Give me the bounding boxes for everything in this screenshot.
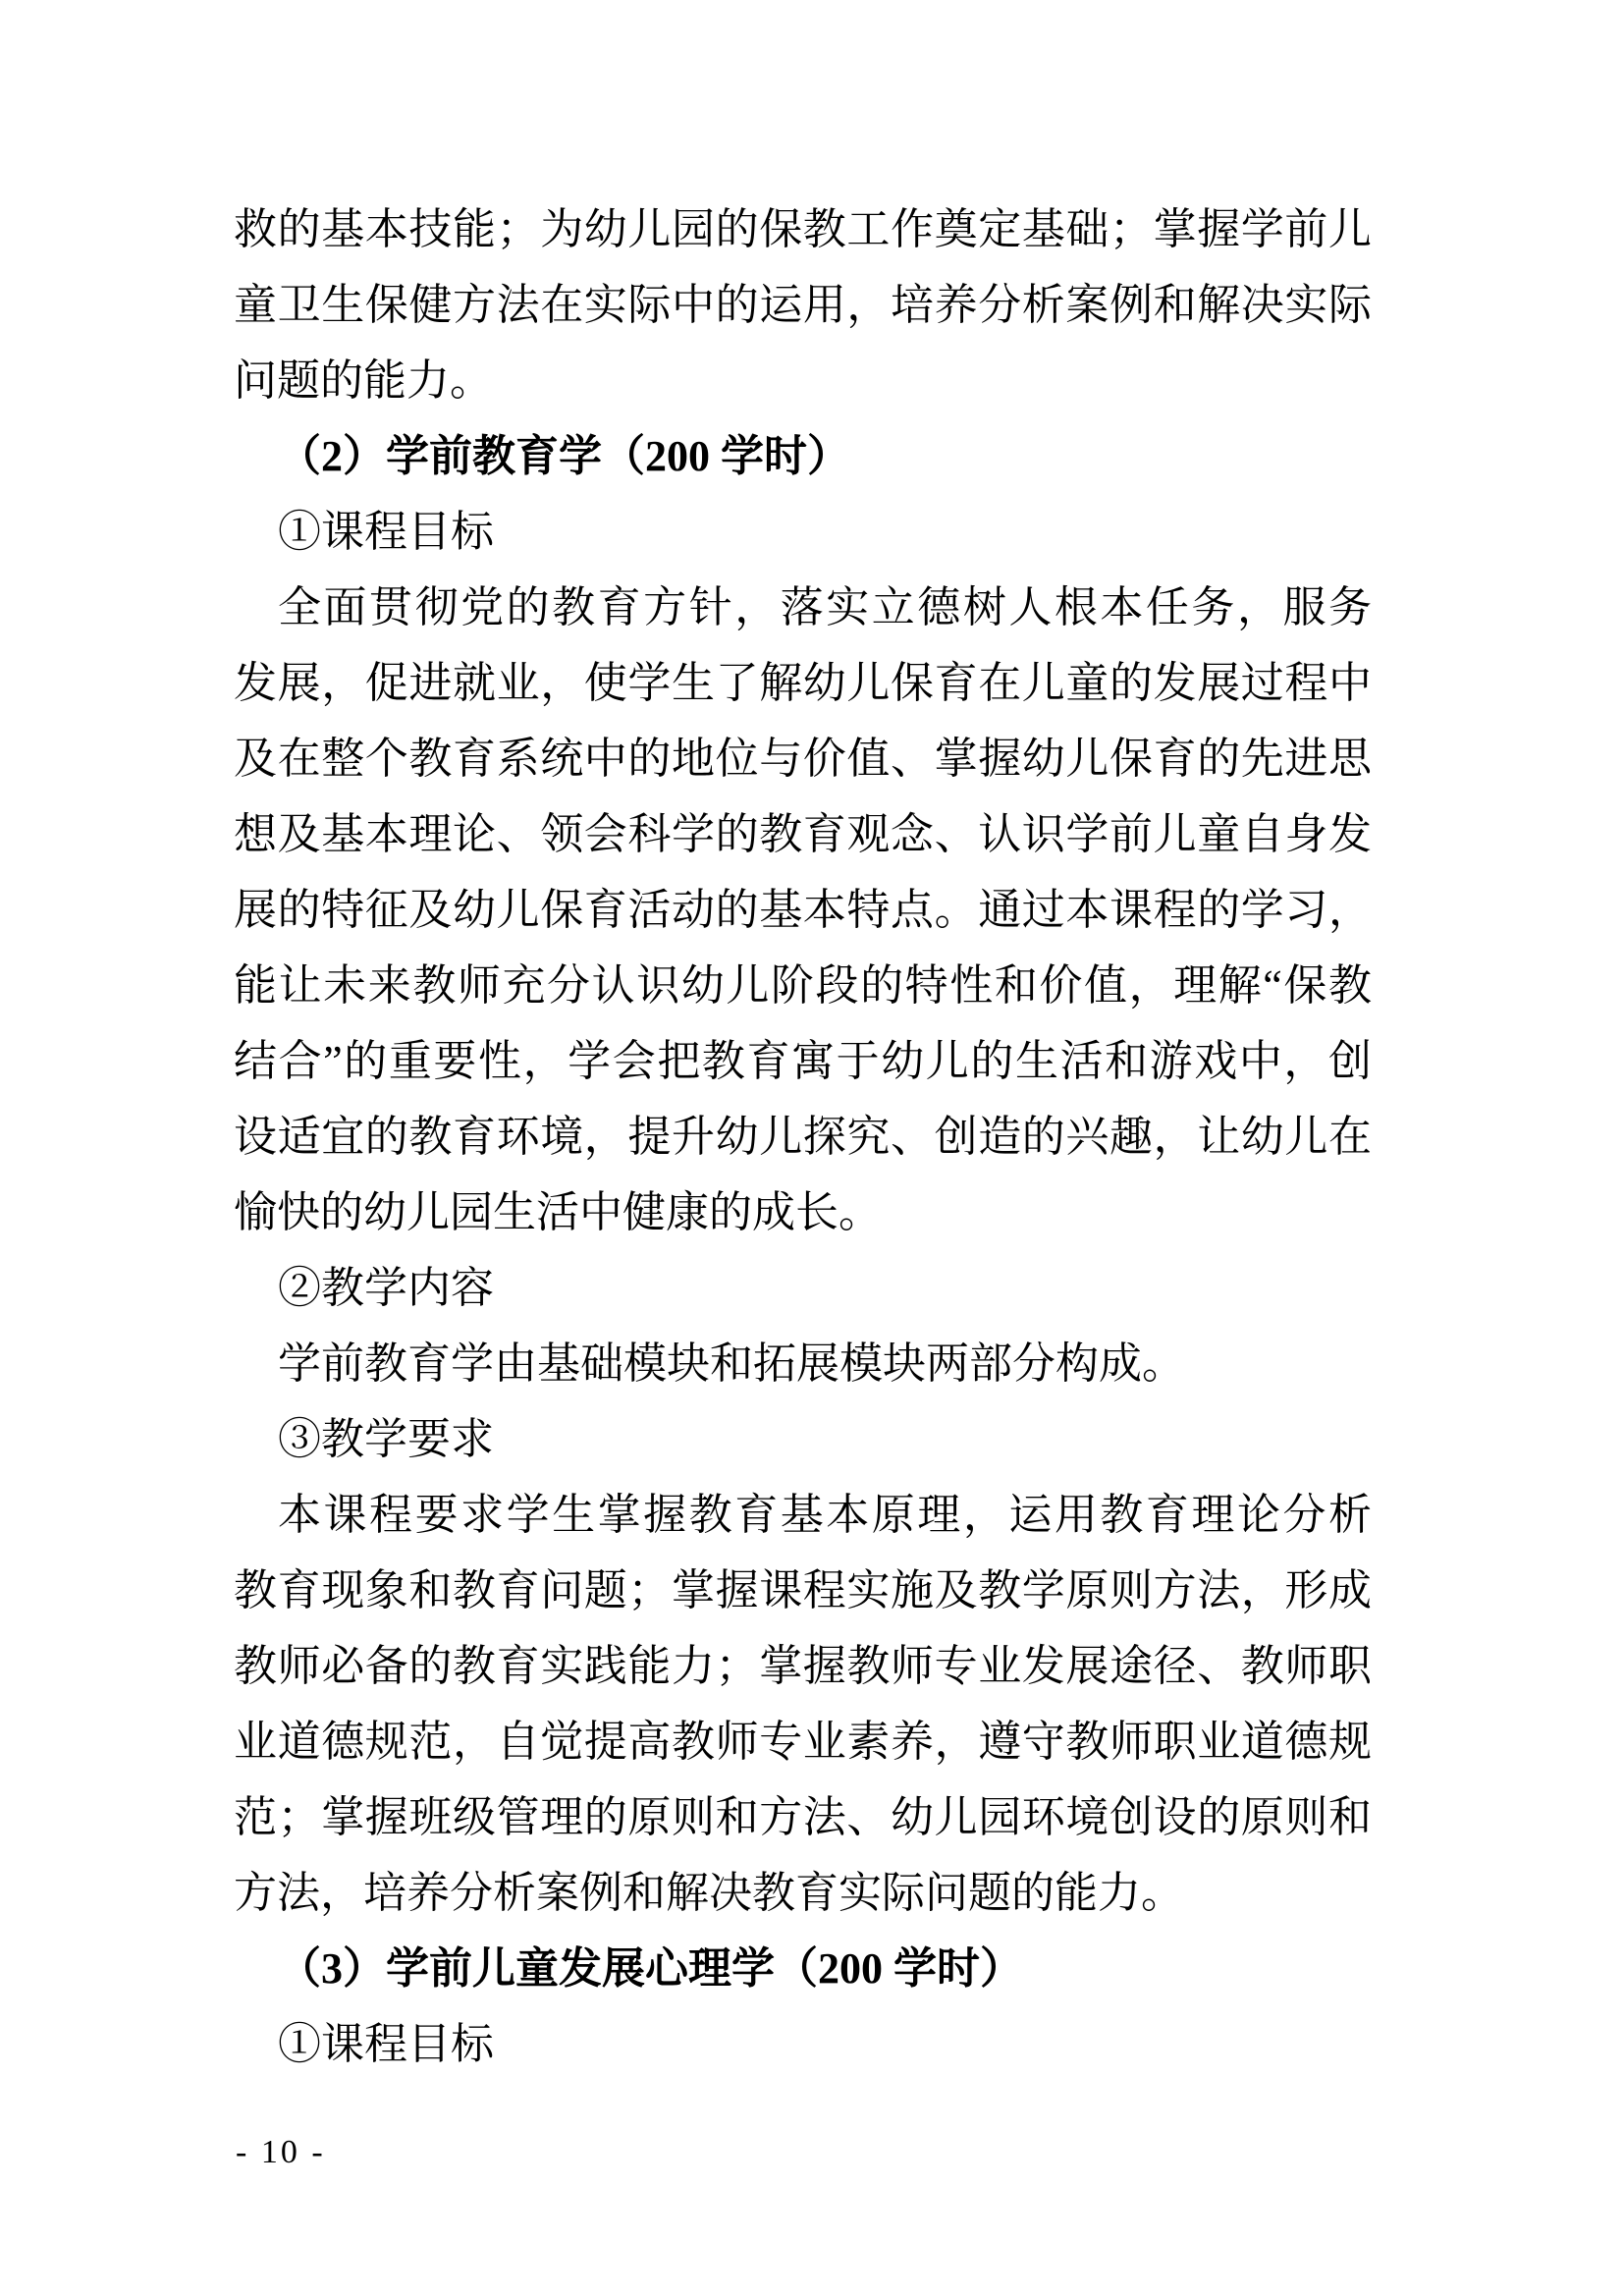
- text-line: 教师必备的教育实践能力；掌握教师专业发展途径、教师职: [234, 1642, 1372, 1690]
- subheading-line: ①课程目标: [278, 508, 494, 556]
- text-line: 愉快的幼儿园生活中健康的成长。: [234, 1188, 882, 1236]
- text-line: 能让未来教师充分认识幼儿阶段的特性和价值，理解“保教: [234, 961, 1372, 1010]
- text-line: 问题的能力。: [234, 356, 493, 405]
- text-line: 设适宜的教育环境，提升幼儿探究、创造的兴趣，让幼儿在: [234, 1113, 1372, 1161]
- text-line: 方法，培养分析案例和解决教育实际问题的能力。: [234, 1869, 1184, 1917]
- page-number: - 10 -: [236, 2134, 326, 2170]
- text-line: 救的基本技能；为幼儿园的保教工作奠定基础；掌握学前儿: [234, 205, 1372, 253]
- subheading-line: ②教学内容: [278, 1264, 494, 1312]
- text-line: 本课程要求学生掌握教育基本原理，运用教育理论分析: [278, 1491, 1372, 1539]
- text-line: 范；掌握班级管理的原则和方法、幼儿园环境创设的原则和: [234, 1793, 1372, 1841]
- text-line: 发展，促进就业，使学生了解幼儿保育在儿童的发展过程中: [234, 659, 1372, 707]
- text-line: 童卫生保健方法在实际中的运用，培养分析案例和解决实际: [234, 281, 1372, 329]
- text-line: 学前教育学由基础模块和拓展模块两部分构成。: [278, 1339, 1185, 1388]
- text-line: 及在整个教育系统中的地位与价值、掌握幼儿保育的先进思: [234, 735, 1372, 783]
- text-line: 结合”的重要性，学会把教育寓于幼儿的生活和游戏中，创: [234, 1037, 1372, 1085]
- text-line: 教育现象和教育问题；掌握课程实施及教学原则方法，形成: [234, 1566, 1372, 1614]
- text-line: 展的特征及幼儿保育活动的基本特点。通过本课程的学习，: [234, 886, 1372, 934]
- subheading-line: ①课程目标: [278, 2020, 494, 2068]
- subheading-line: ③教学要求: [278, 1415, 494, 1463]
- section-heading: （2）学前教育学（200 学时）: [278, 432, 850, 480]
- text-line: 全面贯彻党的教育方针，落实立德树人根本任务，服务: [278, 583, 1372, 631]
- document-body: [234, 191, 1372, 2082]
- text-line: 业道德规范，自觉提高教师专业素养，遵守教师职业道德规: [234, 1718, 1372, 1766]
- section-heading: （3）学前儿童发展心理学（200 学时）: [278, 1944, 1023, 1993]
- text-line: 想及基本理论、领会科学的教育观念、认识学前儿童自身发: [234, 810, 1372, 858]
